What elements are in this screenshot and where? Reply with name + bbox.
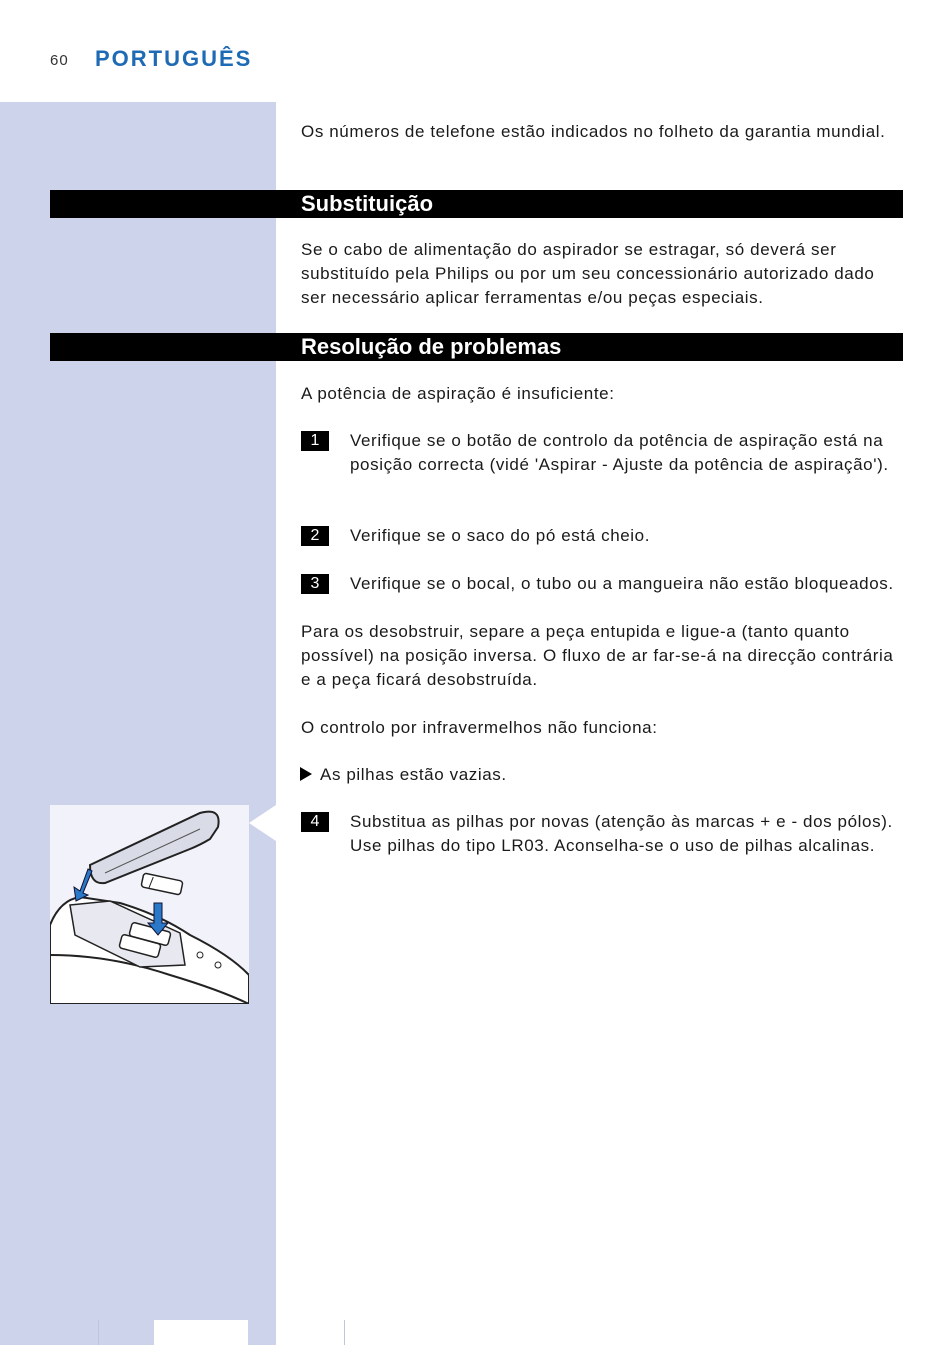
step-3-text: Verifique se o bocal, o tubo ou a mangueira não estão bloqueados. bbox=[350, 574, 894, 593]
section-bar-substituicao bbox=[50, 190, 903, 218]
section-title-resolucao: Resolução de problemas bbox=[301, 334, 562, 359]
illustration-pointer bbox=[249, 805, 276, 841]
step-3-number: 3 bbox=[301, 574, 329, 594]
step-4-text: Substitua as pilhas por novas (atenção às marcas + e - dos pólos). Use pilhas do tipo LR03. Aconselha-se o uso de pilhas alcalinas. bbox=[350, 812, 893, 855]
problem-2-heading: O controlo por infravermelhos não funciona: bbox=[301, 718, 658, 737]
problem-1-heading: A potência de aspiração é insuficiente: bbox=[301, 384, 615, 403]
footer-strip bbox=[154, 1320, 248, 1345]
step-2-number: 2 bbox=[301, 526, 329, 546]
intro-text: Os números de telefone estão indicados no folheto da garantia mundial. bbox=[301, 122, 886, 141]
footer-line bbox=[344, 1320, 345, 1345]
step-2-text: Verifique se o saco do pó está cheio. bbox=[350, 526, 651, 545]
bullet-icon bbox=[300, 767, 312, 781]
remote-battery-illustration bbox=[50, 805, 249, 1004]
step-3-note: Para os desobstruir, separe a peça entupida e ligue-a (tanto quanto possível) na posição inversa. O fluxo de ar far-se-á na direcção contrária e a peça ficará desobstruída. bbox=[301, 622, 894, 689]
step-1-number: 1 bbox=[301, 431, 329, 451]
step-4-number: 4 bbox=[301, 812, 329, 832]
page-number: 60 bbox=[50, 52, 69, 69]
substituicao-text: Se o cabo de alimentação do aspirador se estragar, só deverá ser substituído pela Philips ou por um seu concessionário autorizado dado ser necessário aplicar ferramentas e/ou peças especiais. bbox=[301, 240, 875, 307]
bullet-text: As pilhas estão vazias. bbox=[320, 765, 507, 784]
step-1-text: Verifique se o botão de controlo da potência de aspiração está na posição correcta (vidé 'Aspirar - Ajuste da potência de aspiração'). bbox=[350, 431, 889, 474]
sidebar-panel bbox=[0, 102, 276, 1345]
remote-battery-icon bbox=[50, 805, 249, 1004]
section-title-substituicao: Substituição bbox=[301, 191, 434, 216]
footer-line bbox=[98, 1320, 99, 1345]
language-heading: PORTUGUÊS bbox=[95, 46, 253, 71]
